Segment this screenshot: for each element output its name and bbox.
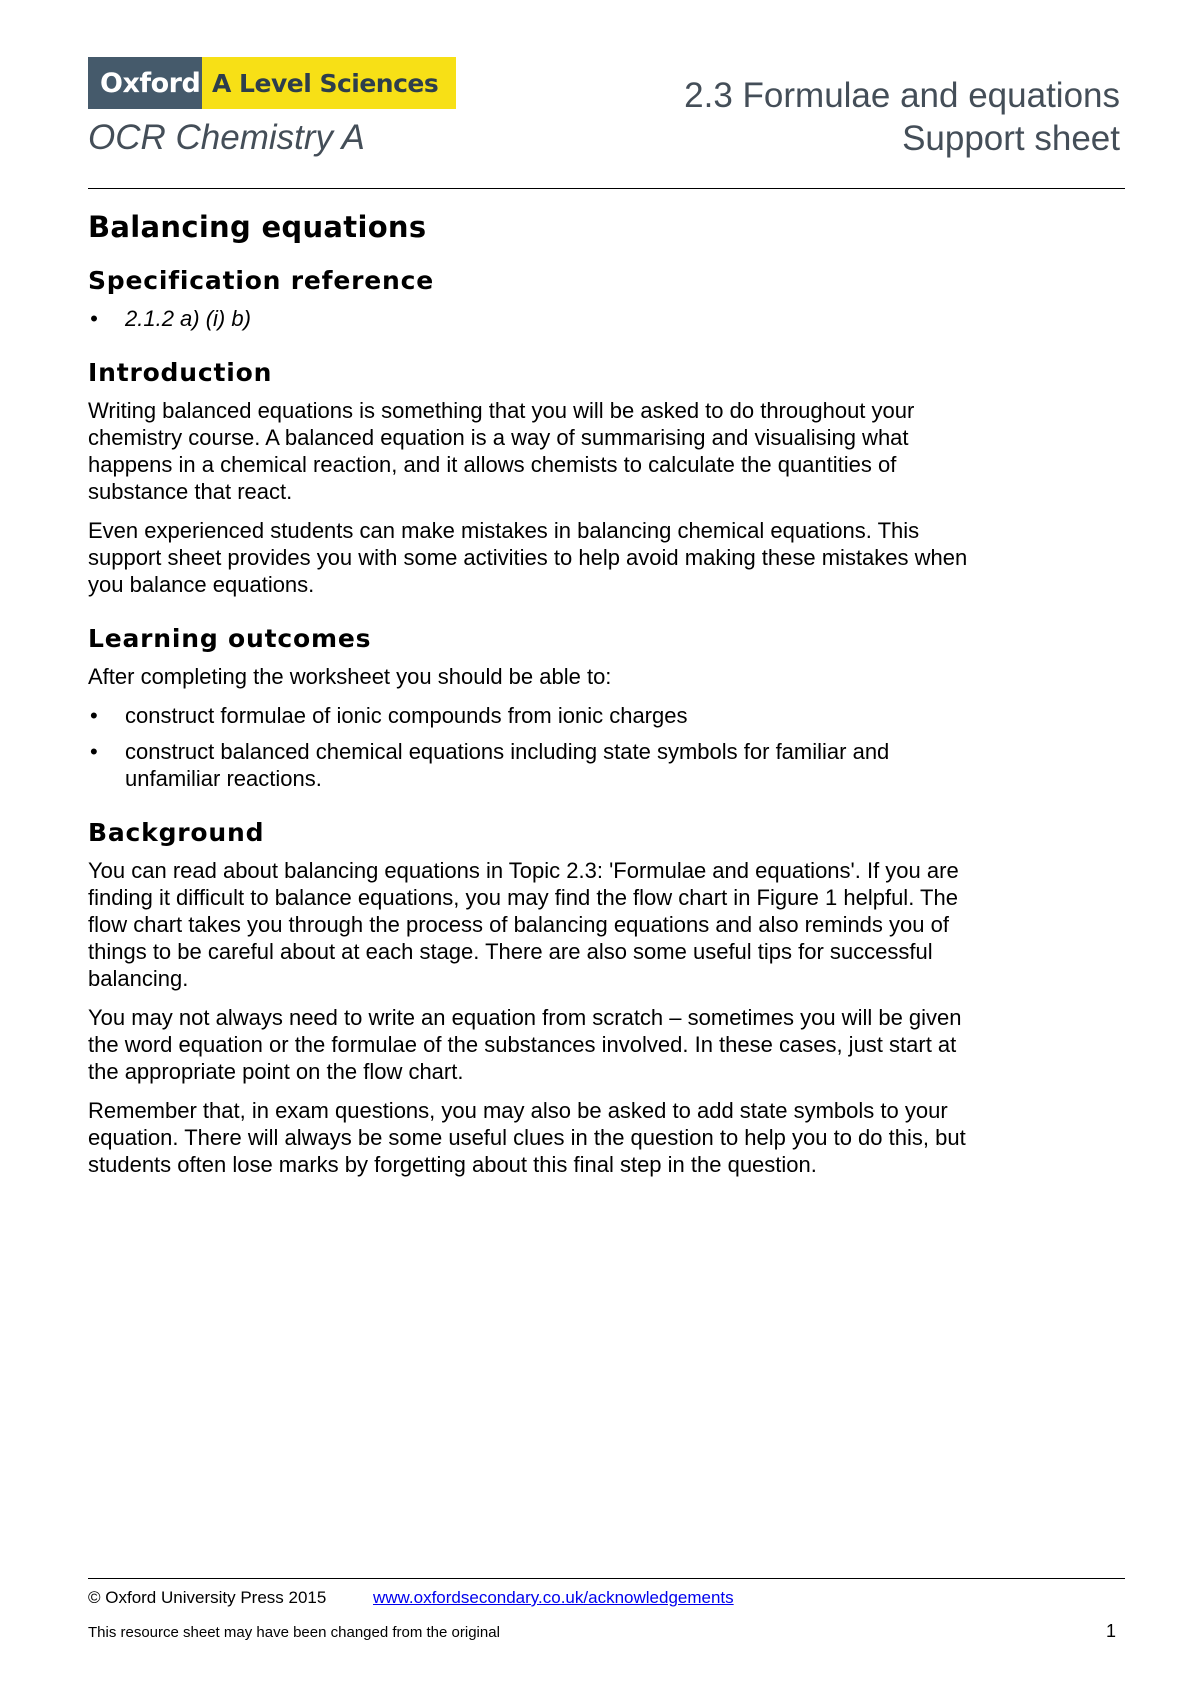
sheet-title-topic: 2.3 Formulae and equations bbox=[684, 76, 1120, 115]
outcome-item-text: construct balanced chemical equations including state symbols for familiar and unfamiliar reactions. bbox=[125, 739, 890, 791]
outcome-item-text: construct formulae of ionic compounds from ionic charges bbox=[125, 703, 688, 728]
intro-paragraph: Even experienced students can make mistakes in balancing chemical equations. This support sheet provides you with some activities to help avoid making these mistakes when you balance equations. bbox=[88, 518, 968, 597]
logo-sciences-text: A Level Sciences bbox=[202, 57, 456, 109]
sheet-title bbox=[684, 74, 1120, 160]
background-paragraph: You may not always need to write an equation from scratch – sometimes you will be given the word equation or the formulae of the substances involved. In these cases, just start at the appropriate point on the flow chart. bbox=[88, 1005, 962, 1084]
footer-note: This resource sheet may have been changed from the original bbox=[88, 1624, 500, 1641]
background-heading: Background bbox=[88, 818, 265, 847]
page-number: 1 bbox=[1105, 1621, 1116, 1641]
spec-item bbox=[88, 305, 968, 332]
background-paragraph: You can read about balancing equations in Topic 2.3: 'Formulae and equations'. If you are finding it difficult to balance equations, you may find the flow chart in Figure 1 helpful. The flow chart takes you through the process of balancing equations and also reminds you of things to be careful about at each stage. There are also some useful tips for successful balancing. bbox=[88, 858, 959, 991]
outcomes-section bbox=[88, 624, 968, 792]
outcomes-heading: Learning outcomes bbox=[88, 624, 372, 653]
bullet-icon: • bbox=[90, 739, 98, 764]
header-divider bbox=[88, 188, 1125, 189]
intro-heading: Introduction bbox=[88, 358, 273, 387]
footer-copyright: © Oxford University Press 2015 bbox=[88, 1588, 327, 1607]
acknowledgements-link[interactable]: www.oxfordsecondary.co.uk/acknowledgements bbox=[373, 1588, 734, 1607]
logo-oxford-text: Oxford bbox=[88, 57, 202, 109]
spec-list bbox=[88, 305, 968, 332]
spec-item-text: 2.1.2 a) (i) b) bbox=[125, 306, 251, 331]
introduction-section bbox=[88, 358, 968, 598]
page-heading: Balancing equations bbox=[88, 210, 427, 244]
background-paragraph: Remember that, in exam questions, you may also be asked to add state symbols to your equation. There will always be some useful clues in the question to help you to do this, but students often lose marks by forgetting about this final step in the question. bbox=[88, 1098, 966, 1177]
intro-paragraph: Writing balanced equations is something that you will be asked to do throughout your chemistry course. A balanced equation is a way of summarising and visualising what happens in a chemical reaction, and it allows chemists to calculate the quantities of substance that react. bbox=[88, 398, 915, 504]
outcomes-list bbox=[88, 702, 968, 792]
outcome-item bbox=[88, 738, 968, 792]
footer-divider bbox=[88, 1578, 1125, 1579]
bullet-icon: • bbox=[90, 703, 98, 728]
outcomes-intro: After completing the worksheet you should be able to: bbox=[88, 664, 612, 689]
oxford-logo bbox=[88, 57, 456, 109]
course-title: OCR Chemistry A bbox=[88, 118, 365, 157]
spec-heading: Specification reference bbox=[88, 266, 434, 295]
bullet-icon: • bbox=[90, 306, 98, 331]
outcome-item bbox=[88, 702, 968, 729]
background-section bbox=[88, 818, 968, 1178]
main-content bbox=[88, 210, 968, 1190]
sheet-title-type: Support sheet bbox=[902, 119, 1120, 158]
